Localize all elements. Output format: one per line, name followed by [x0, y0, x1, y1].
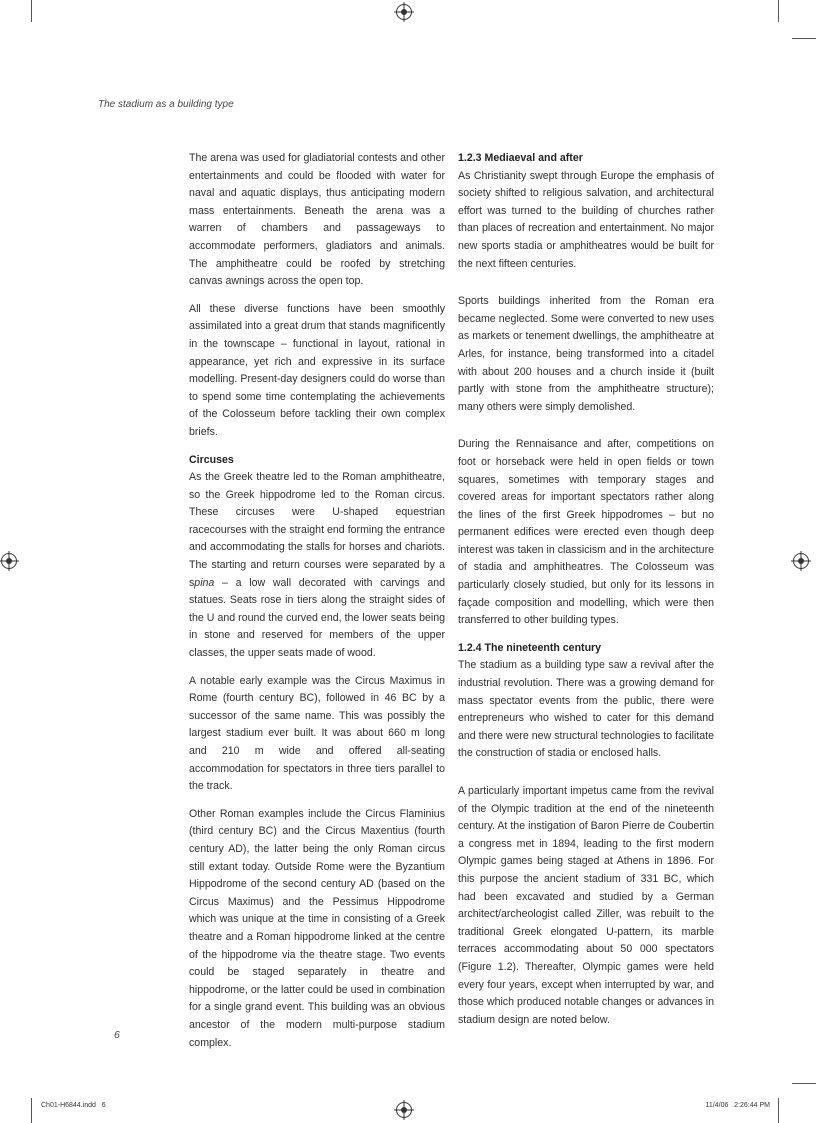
paragraph: As Christianity swept through Europe the emphasis of society shifted to religious salvation, and architectural effort was turned to the building of churches rather than places of recreation and entertainment. No major new sports stadia or amphitheatres would be built for the next fifteen centuries.: [458, 169, 714, 270]
heading-section-1-2-3: 1.2.3 Mediaeval and after: [458, 152, 583, 164]
crop-mark-top-left: [31, 0, 32, 22]
paragraph: All these diverse functions have been smoothly assimilated into a great drum that stands magnificently in the townscape – functional in layout, rational in appearance, yet rich and expressive in its surface modelling. Present-day designers could do worse than to spend some time contemplating the achievements of the Colosseum before tackling their own complex briefs.: [189, 302, 445, 438]
heading-circuses: Circuses: [189, 453, 234, 466]
paragraph: The stadium as a building type saw a revival after the industrial revolution. There was a growing demand for mass spectator events from the public, there were entrepreneurs who wished to cater for this demand and there were new structural technologies to facilitate the construction of stadia or enclosed halls.: [458, 659, 714, 760]
running-head: The stadium as a building type: [98, 99, 234, 110]
registration-mark-bottom-icon: [396, 1102, 412, 1118]
slug-date: 11/4/06 2:26:44 PM: [705, 1102, 770, 1109]
crop-mark-right-bottom: [792, 1083, 816, 1084]
registration-mark-top-icon: [396, 4, 412, 20]
left-column: [189, 150, 445, 1062]
crop-mark-bottom-left: [31, 1098, 32, 1123]
paragraph: A particularly important impetus came from the revival of the Olympic tradition at the end of the nineteenth century. At the instigation of Baron Pierre de Coubertin a congress met in 1894, leading to the first modern Olympic games being staged at Athens in 1896. For this purpose the ancient stadium of 331 BC, which had been excavated and studied by a German architect/archeologist called Ziller, was rebuilt to the traditional Greek elongated U-pattern, its marble terraces accommodating about 50 000 spectators (Figure 1.2). Thereafter, Olympic games were held every four years, except when interrupted by war, and those which produced notable changes or advances in stadium design are noted below.: [458, 785, 714, 1026]
crop-mark-right-top: [792, 38, 816, 39]
paragraph: During the Rennaisance and after, competitions on foot or horseback were held in open fields or town squares, sometimes with temporary stages and covered areas for important spectators rather along the lines of the first Greek hippodromes – but no permanent edifices were erected even though deep interest was taken in classicism and in the architecture of stadia and amphitheatres. The Colosseum was particularly closely studied, but only for its lessons in façade composition and modelling, which were then transferred to other building types.: [458, 438, 714, 627]
paragraph: As the Greek theatre led to the Roman amphitheatre, so the Greek hippodrome led to the Roman circus. These circuses were U-shaped equestrian racecourses with the straight end forming the entrance and accommodating the stalls for horses and chariots. The starting and return courses were separated by a spina – a low wall decorated with carvings and statues. Seats rose in tiers along the straight sides of the U and round the curved end, the lower seats being in stone and reserved for members of the upper classes, the upper seats made of wood.: [189, 471, 445, 660]
paragraph: The arena was used for gladiatorial contests and other entertainments and could be flooded with water for naval and aquatic displays, thus anticipating modern mass entertainments. Beneath the arena was a warren of chambers and passageways to accommodate performers, gladiators and animals. The amphitheatre could be roofed by stretching canvas awnings across the open top.: [189, 152, 445, 288]
heading-section-1-2-4: 1.2.4 The nineteenth century: [458, 641, 602, 654]
slug-file: Ch01-H6844.indd 6: [41, 1102, 106, 1109]
paragraph: Other Roman examples include the Circus Flaminius (third century BC) and the Circus Maxentius (fourth century AD), the latter being the only Roman circus still extant today. Outside Rome were the Byzantium Hippodrome of the second century AD (based on the Circus Maximus) and the Pessimus Hippodrome which was unique at the time in consisting of a Greek theatre and a Roman hippodrome linked at the centre of the hippodrome via the theatre stage. Two events could be staged separately in theatre and hippodrome, or the latter could be used in combination for a single grand event. This building was an obvious ancestor of the modern multi-purpose stadium complex.: [189, 807, 445, 1049]
registration-mark-right-icon: [793, 553, 809, 569]
crop-mark-bottom-right: [778, 1098, 779, 1123]
registration-mark-left-icon: [1, 553, 17, 569]
right-column: [458, 150, 714, 1039]
crop-mark-top-right: [778, 0, 779, 22]
paragraph: A notable early example was the Circus Maximus in Rome (fourth century BC), followed in 46 BC by a successor of the same name. This was possibly the largest stadium ever built. It was about 660 m long and 210 m wide and offered all-seating accommodation for spectators in three tiers parallel to the track.: [189, 674, 445, 793]
page-number: 6: [114, 1029, 120, 1041]
paragraph: Sports buildings inherited from the Roman era became neglected. Some were converted to new uses as markets or tenement dwellings, the amphitheatre at Arles, for instance, being transformed into a citadel with about 200 houses and a church inside it (built partly with stone from the amphitheatre structure); many others were simply demolished.: [458, 295, 714, 413]
